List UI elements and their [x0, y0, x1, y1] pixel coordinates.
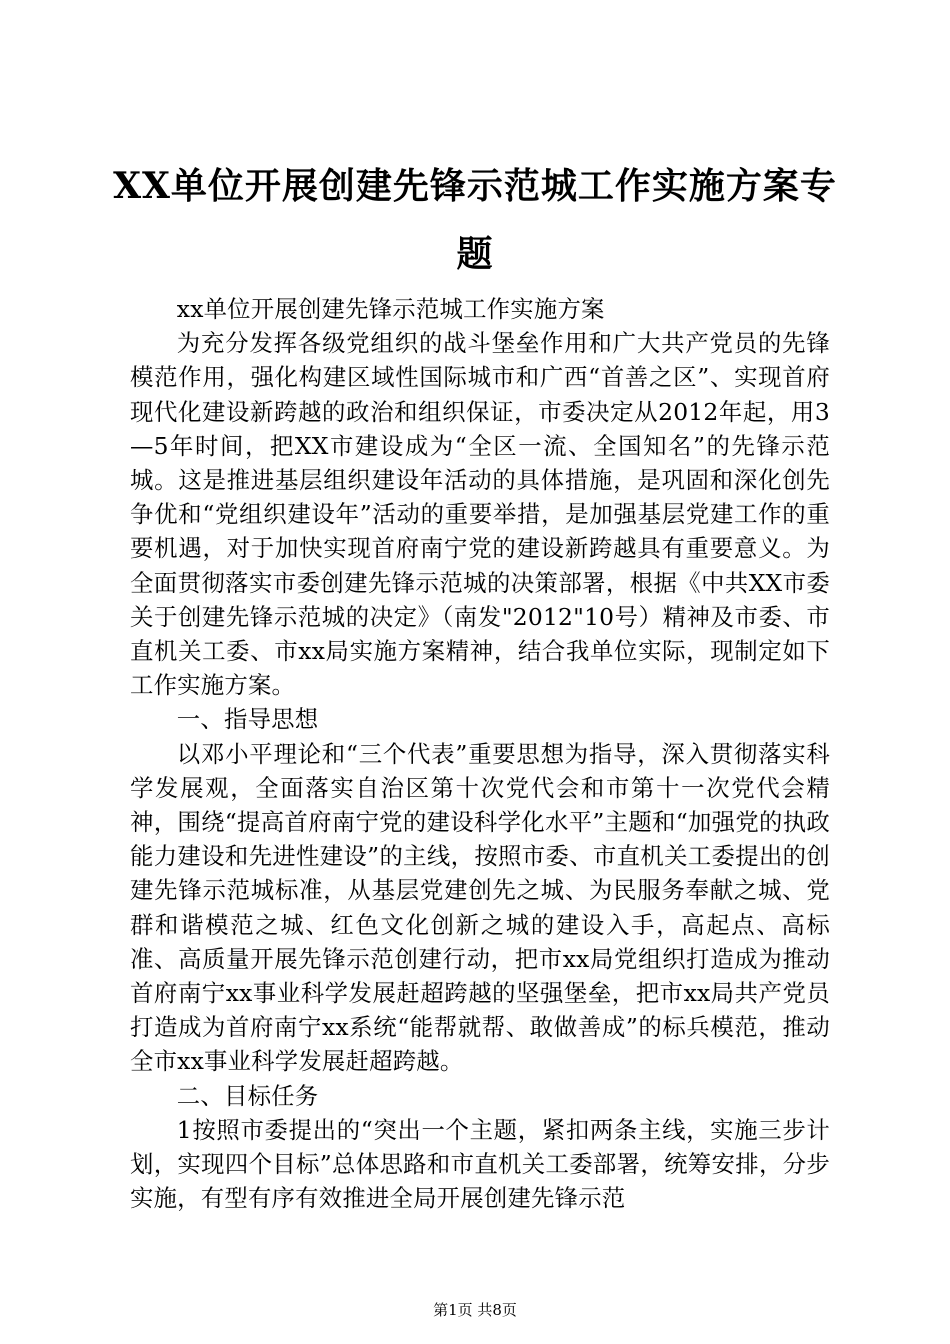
document-body	[130, 292, 830, 1215]
guiding-ideology-paragraph: 以邓小平理论和“三个代表”重要思想为指导，深入贯彻落实科学发展观，全面落实自治区第十次党代会和市第十一次党代会精神，围绕“提高首府南宁党的建设科学化水平”主题和“加强党的执政能力建设和先进性建设”的主线，按照市委、市直机关工委提出的创建先锋示范城标准，从基层党建创先之城、为民服务奉献之城、党群和谐模范之城、红色文化创新之城的建设入手，高起点、高标准、高质量开展先锋示范创建行动，把市xx局党组织打造成为推动首府南宁xx事业科学发展赶超跨越的坚强堡垒，把市xx局共产党员打造成为首府南宁xx系统“能帮就帮、敢做善成”的标兵模范，推动全市xx事业科学发展赶超跨越。	[130, 739, 830, 1076]
intro-paragraph: 为充分发挥各级党组织的战斗堡垒作用和广大共产党员的先锋模范作用，强化构建区域性国际城市和广西“首善之区”、实现首府现代化建设新跨越的政治和组织保证，市委决定从2012年起，用3—5年时间，把XX市建设成为“全区一流、全国知名”的先锋示范城。这是推进基层组织建设年活动的具体措施，是巩固和深化创先争优和“党组织建设年”活动的重要举措，是加强基层党建工作的重要机遇，对于加快实现首府南宁党的建设新跨越具有重要意义。为全面贯彻落实市委创建先锋示范城的决策部署，根据《中共XX市委关于创建先锋示范城的决定》（南发"2012"10号）精神及市委、市直机关工委、市xx局实施方案精神，结合我单位实际，现制定如下工作实施方案。	[130, 329, 830, 700]
subtitle-paragraph: xx单位开展创建先锋示范城工作实施方案	[176, 295, 605, 323]
section-heading-guiding-ideology: 一、指导思想	[176, 705, 319, 734]
goals-paragraph: 1按照市委提出的“突出一个主题，紧扣两条主线，实施三步计划，实现四个目标”总体思路和市直机关工委部署，统筹安排，分步实施，有型有序有效推进全局开展创建先锋示范	[130, 1115, 830, 1213]
page-number-footer: 第1页 共8页	[433, 1301, 517, 1319]
section-heading-goals: 二、目标任务	[176, 1081, 319, 1110]
document-title: XX单位开展创建先锋示范城工作实施方案专题	[113, 165, 837, 275]
